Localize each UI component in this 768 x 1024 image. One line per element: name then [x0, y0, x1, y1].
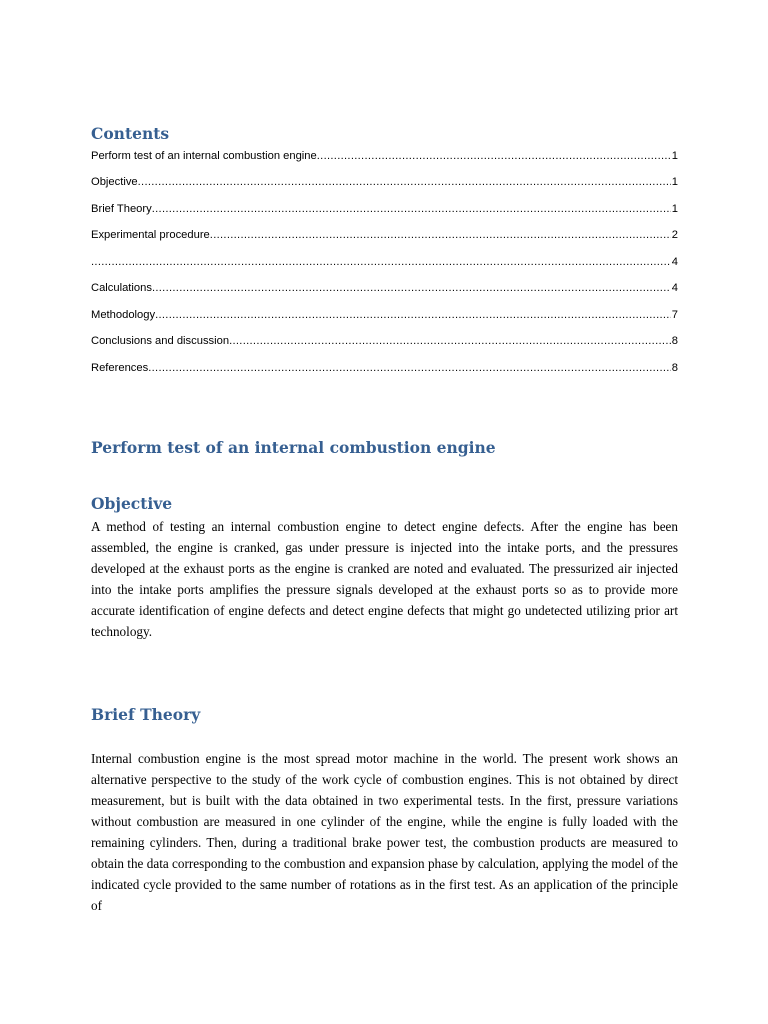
toc-entry-label: Calculations	[91, 282, 152, 294]
toc-entry-label: Perform test of an internal combustion engine	[91, 150, 317, 162]
toc-entry-untitled[interactable]	[91, 256, 678, 272]
document-title: Perform test of an internal combustion engine	[91, 438, 496, 457]
toc-entry-calculations[interactable]	[91, 282, 678, 298]
brief-theory-paragraph: Internal combustion engine is the most spread motor machine in the world. The present work shows an alternative perspective to the study of the work cycle of combustion engines. This is not obtained by direct measurement, but is built with the data obtained in two experimental tests. In the first, pressure variations without combustion are measured in one cylinder of the engine, while the engine is fully loaded with the remaining cylinders. Then, during a traditional brake power test, the combustion products are measured to obtain the data corresponding to the combustion and expansion phase by calculation, applying the model of the indicated cycle provided to the same number of rotations as in the first test. As an application of the principle of	[91, 751, 678, 913]
toc-dot-leader	[152, 282, 671, 294]
toc-dot-leader	[229, 335, 671, 347]
toc-entry-conclusions[interactable]	[91, 335, 678, 351]
toc-entry-perform-test[interactable]	[91, 150, 678, 166]
toc-entry-page: 8	[671, 335, 678, 347]
brief-theory-heading: Brief Theory	[91, 705, 201, 724]
toc-entry-objective[interactable]	[91, 176, 678, 192]
toc-dot-leader	[138, 176, 671, 188]
toc-entry-experimental-procedure[interactable]	[91, 229, 678, 245]
toc-entry-references[interactable]	[91, 362, 678, 378]
toc-entry-page: 4	[671, 282, 678, 294]
toc-entry-page: 1	[671, 176, 678, 188]
toc-entry-page: 1	[671, 150, 678, 162]
toc-dot-leader	[317, 150, 671, 162]
toc-dot-leader	[152, 203, 671, 215]
contents-heading: Contents	[91, 124, 170, 143]
toc-entry-label: Brief Theory	[91, 203, 152, 215]
toc-entry-brief-theory[interactable]	[91, 203, 678, 219]
toc-entry-page: 7	[671, 309, 678, 321]
toc-entry-label: Conclusions and discussion	[91, 335, 230, 347]
toc-entry-methodology[interactable]	[91, 309, 678, 325]
toc-entry-page: 8	[671, 362, 678, 374]
toc-entry-label: References	[91, 362, 149, 374]
toc-dot-leader	[148, 362, 671, 374]
toc-dot-leader	[91, 256, 671, 268]
toc-entry-page: 4	[671, 256, 678, 268]
toc-entry-label: Methodology	[91, 309, 156, 321]
toc-entry-page: 2	[671, 229, 678, 241]
toc-entry-label: Experimental procedure	[91, 229, 210, 241]
toc-dot-leader	[155, 309, 671, 321]
toc-dot-leader	[210, 229, 671, 241]
objective-paragraph: A method of testing an internal combustion engine to detect engine defects. After the engine has been assembled, the engine is cranked, gas under pressure is injected into the intake ports, and the pressures developed at the exhaust ports as the engine is cranked are noted and evaluated. The pressurized air injected into the intake ports amplifies the pressure signals developed at the exhaust ports so as to provide more accurate identification of engine defects and detect engine defects that might go undetected utilizing prior art technology.	[91, 519, 678, 639]
toc-entry-page: 1	[671, 203, 678, 215]
toc-entry-label: Objective	[91, 176, 138, 188]
objective-heading: Objective	[91, 494, 173, 513]
